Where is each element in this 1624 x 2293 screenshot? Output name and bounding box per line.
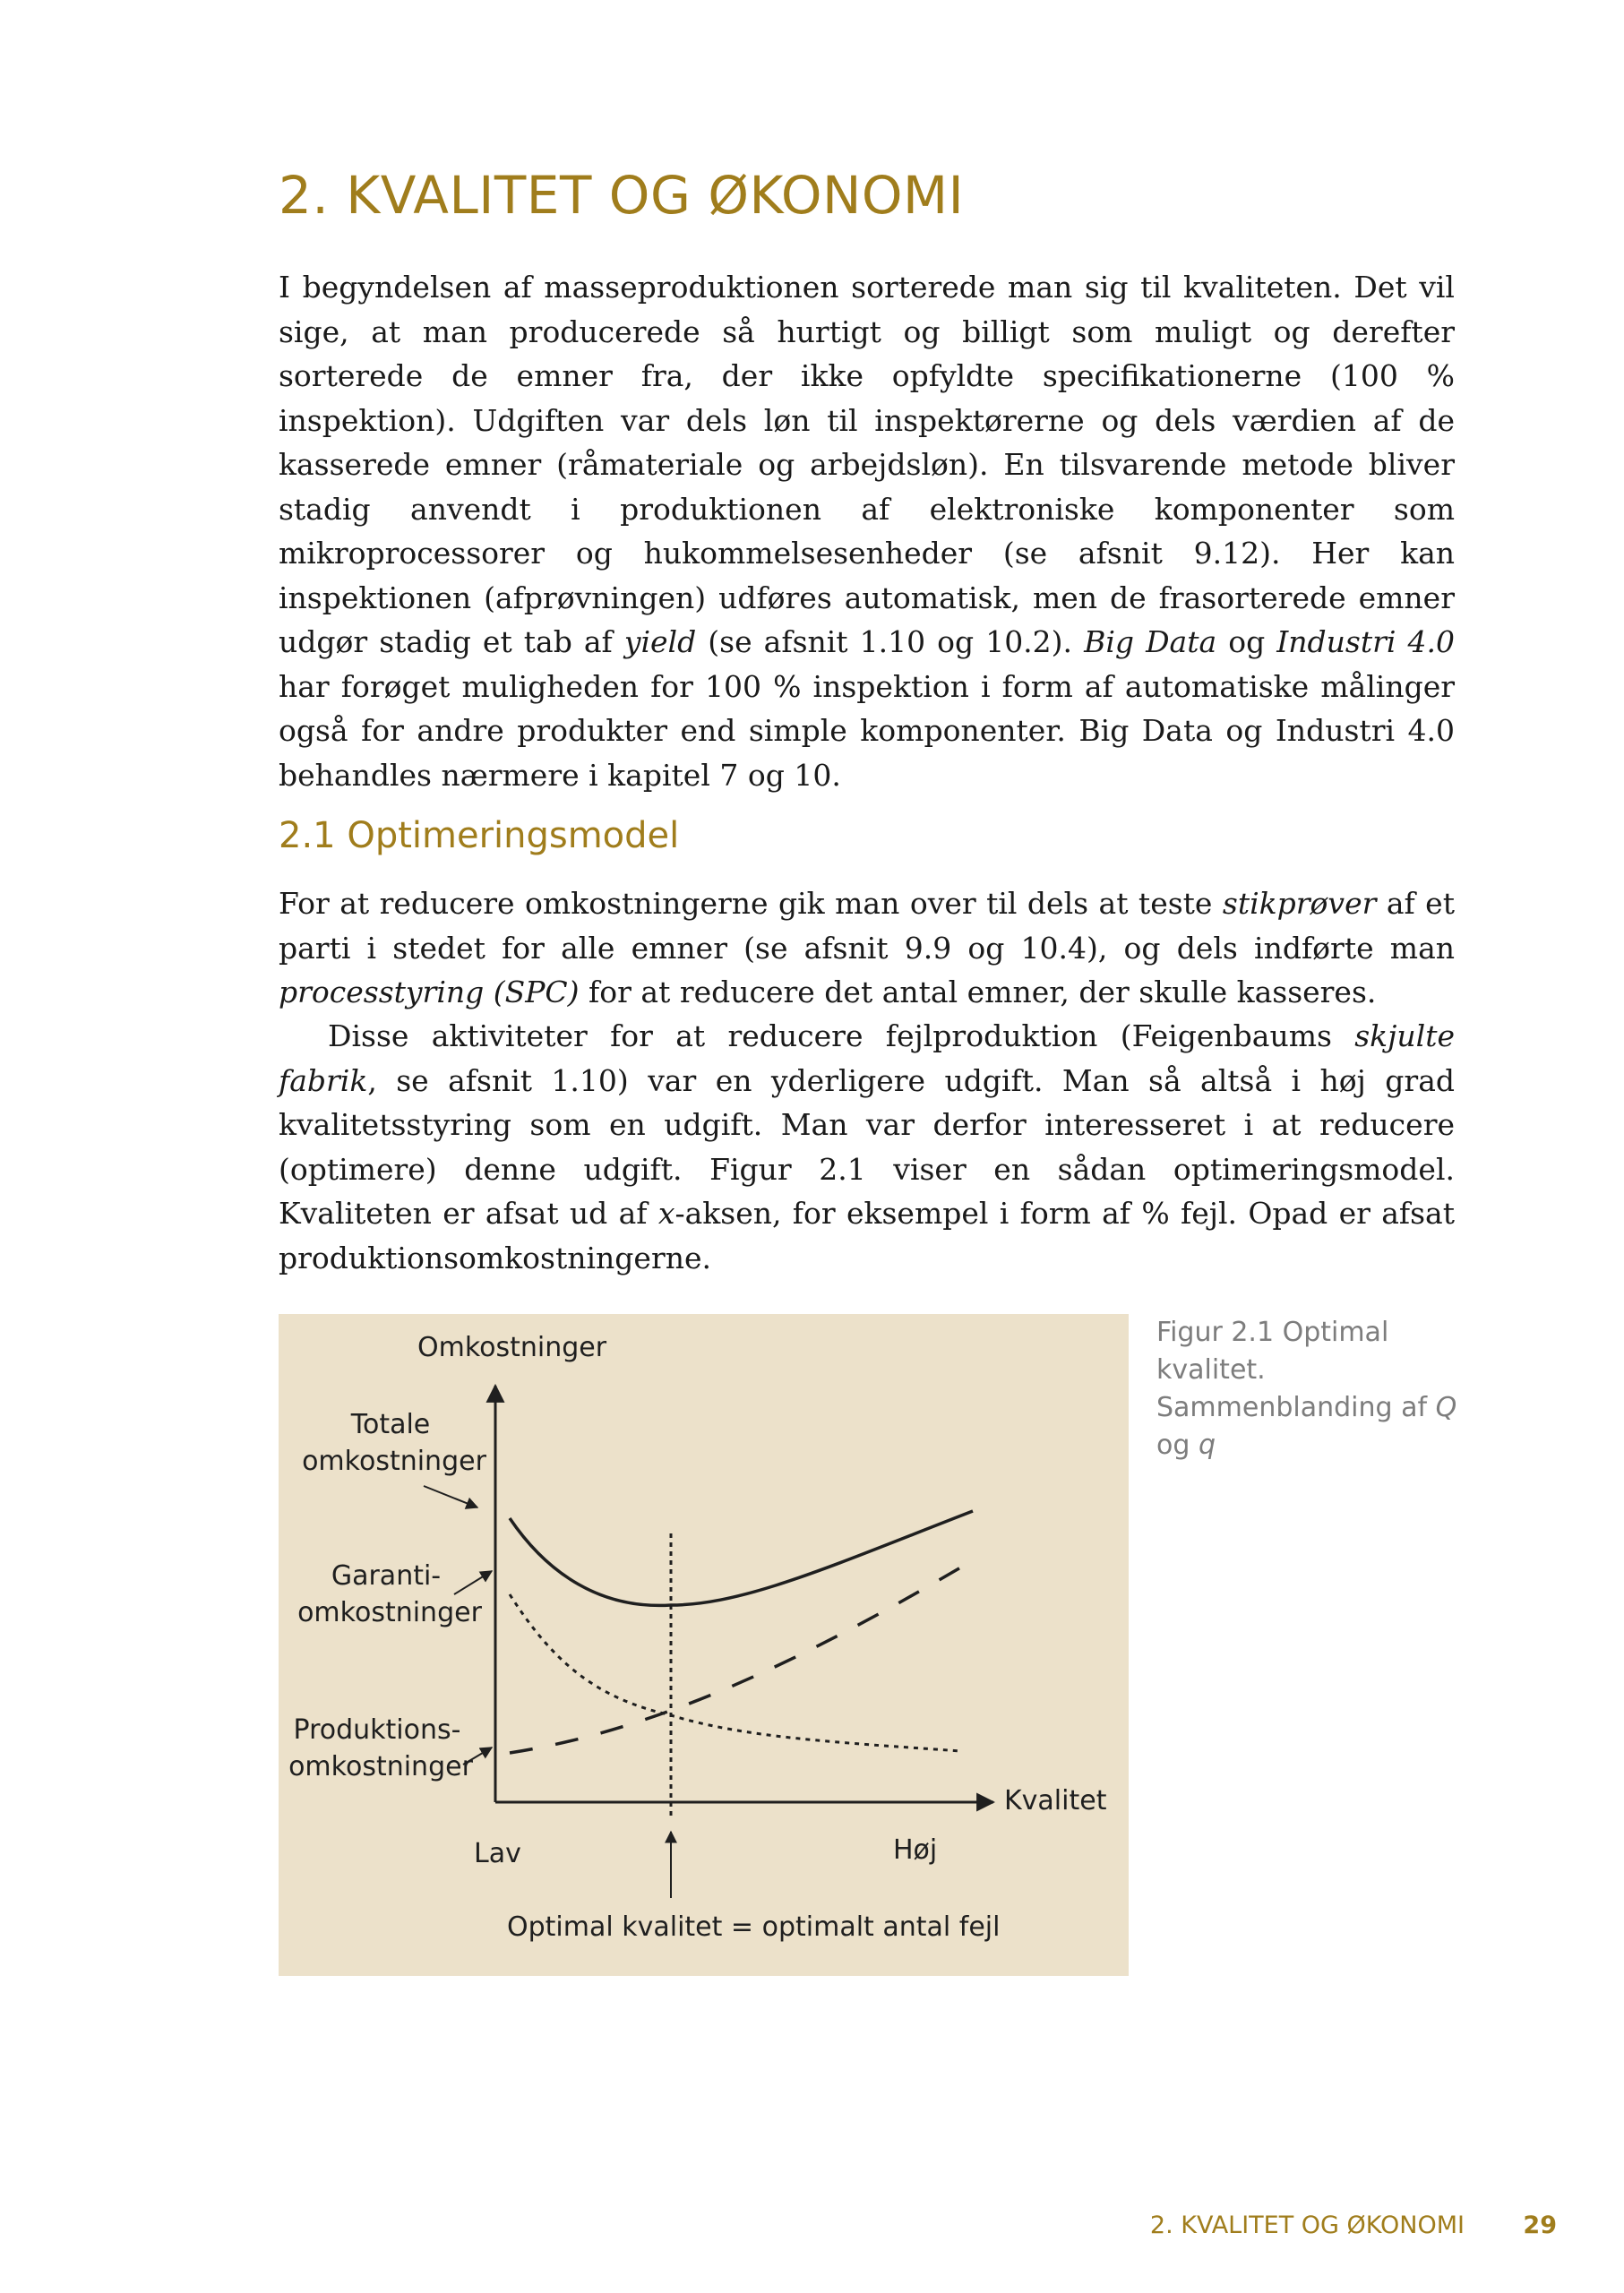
garanti-pointer-arrow bbox=[454, 1571, 492, 1594]
text-segment: For at reducere omkostningerne gik man over til dels at teste bbox=[279, 886, 1223, 921]
body-paragraph bbox=[279, 881, 1455, 1015]
text-segment: af et parti i stedet for alle emner (se afsnit 9.9 og 10.4), og dels indførte man bbox=[279, 886, 1455, 966]
garanti-label: omkostninger bbox=[297, 1597, 482, 1628]
chapter-title: 2. KVALITET OG ØKONOMI bbox=[279, 165, 965, 226]
emphasis: processtyring (SPC) bbox=[279, 975, 580, 1009]
totale-pointer-arrow bbox=[424, 1486, 477, 1507]
figure-2-1 bbox=[279, 1314, 1129, 1976]
text-segment: (se afsnit 1.10 og 10.2). bbox=[696, 624, 1085, 659]
x-low-label: Lav bbox=[474, 1838, 521, 1869]
text-segment: I begyndelsen af masseproduktionen sorterede man sig til kvaliteten. Det vil sige, at man producerede så hurtigt og billigt som muligt og derefter sorterede de emner fra, der ikke opfyldte specifikationerne (100 % inspektion). Udgiften var dels løn til inspektørerne og dels værdien af de kasserede emner (råmateriale og arbejdsløn). En tilsvarende metode bliver stadig anvendt i produktionen af elektroniske komponenter som mikroprocessorer og hukommelsesenheder (se afsnit 9.12). Her kan inspektionen (afprøvningen) udføres automatisk, men de frasorterede emner udgør stadig et tab af bbox=[279, 270, 1455, 659]
optimum-label: Optimal kvalitet = optimalt antal fejl bbox=[507, 1911, 1001, 1943]
emphasis: x bbox=[657, 1196, 675, 1231]
text-segment: -aksen, for eksempel i form af % fejl. Opad er afsat produktionsomkostningerne. bbox=[279, 1196, 1455, 1275]
produktion-label: omkostninger bbox=[288, 1751, 473, 1782]
totale-label: Totale bbox=[350, 1409, 431, 1440]
emphasis: q bbox=[1198, 1430, 1216, 1461]
warranty-cost-curve bbox=[510, 1594, 961, 1751]
page-number: 29 bbox=[1523, 2211, 1557, 2239]
text-segment: Figur 2.1 Optimal kvalitet. Sammenblanding af bbox=[1156, 1317, 1436, 1423]
emphasis: Industri 4.0 bbox=[1276, 624, 1455, 659]
emphasis: yield bbox=[623, 624, 697, 659]
garanti-label: Garanti- bbox=[331, 1560, 442, 1592]
emphasis: Big Data bbox=[1084, 624, 1217, 659]
body-paragraph bbox=[279, 1014, 1455, 1280]
footer-chapter-label: 2. KVALITET OG ØKONOMI bbox=[1149, 2211, 1465, 2239]
totale-label: omkostninger bbox=[302, 1446, 486, 1477]
text-segment: har forøget muligheden for 100 % inspektion i form af automatiske målinger også for andre produkter end simple komponenter. Big Data og Industri 4.0 behandles nærmere i kapitel 7 og 10. bbox=[279, 668, 1455, 793]
emphasis: Q bbox=[1435, 1392, 1457, 1423]
section-title: 2.1 Optimeringsmodel bbox=[279, 815, 680, 856]
optimization-diagram bbox=[279, 1314, 1129, 1976]
produktion-label: Produktions- bbox=[293, 1714, 461, 1746]
y-axis-label: Omkostninger bbox=[417, 1332, 607, 1363]
text-segment: og bbox=[1156, 1430, 1199, 1461]
emphasis: stikprøver bbox=[1222, 886, 1377, 921]
x-high-label: Høj bbox=[893, 1834, 938, 1866]
intro-paragraph bbox=[279, 265, 1455, 797]
text-segment: , se afsnit 1.10) var en yderligere udgift. Man så altså i høj grad kvalitetsstyring som en udgift. Man var derfor interesseret i at reducere (optimere) denne udgift. Figur 2.1 viser en sådan optimeringsmodel. Kvaliteten er afsat ud af bbox=[279, 1062, 1455, 1231]
figure-caption bbox=[1156, 1314, 1461, 1464]
text-segment: Disse aktiviteter for at reducere fejlproduktion (Feigenbaums bbox=[328, 1018, 1355, 1053]
text-segment: for at reducere det antal emner, der skulle kasseres. bbox=[579, 975, 1377, 1009]
production-cost-curve bbox=[510, 1563, 968, 1753]
text-segment: og bbox=[1216, 624, 1277, 659]
emphasis: skjulte fabrik bbox=[279, 1018, 1455, 1098]
x-axis-label: Kvalitet bbox=[1004, 1785, 1107, 1816]
total-cost-curve bbox=[510, 1511, 973, 1605]
